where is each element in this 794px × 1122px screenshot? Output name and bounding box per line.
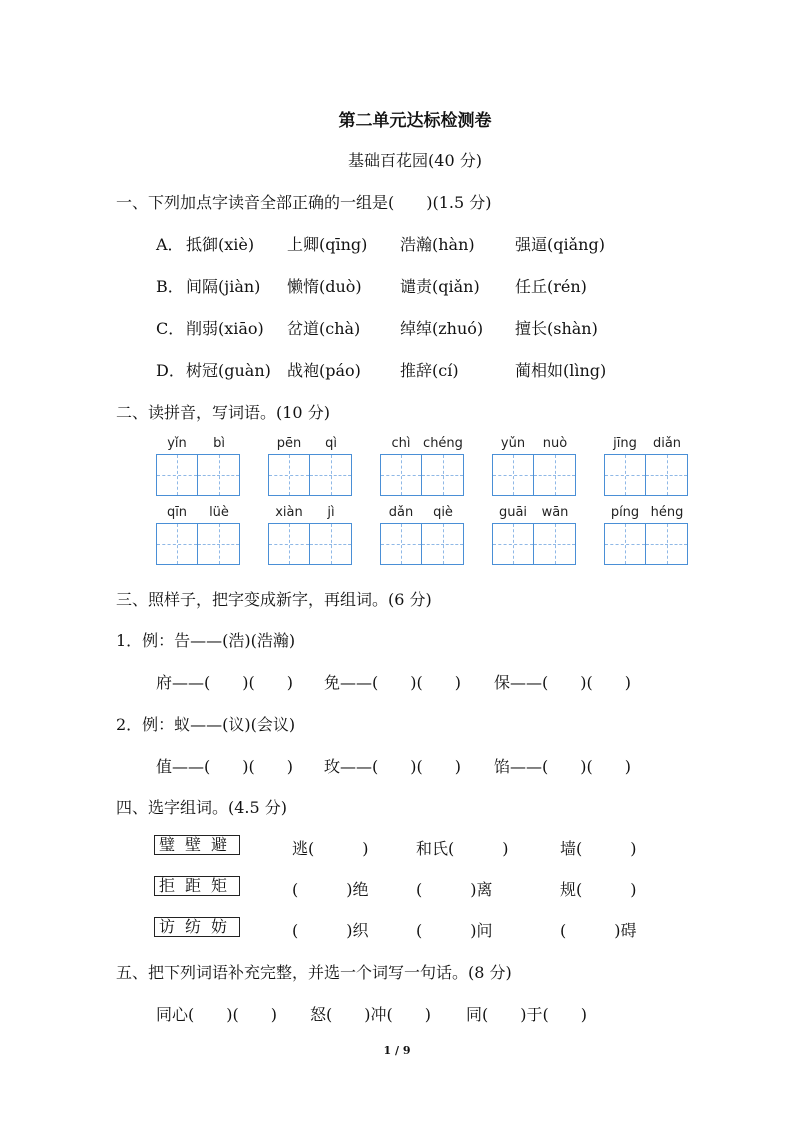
tianzi-box[interactable] bbox=[268, 523, 310, 565]
tianzi-box[interactable] bbox=[604, 454, 646, 496]
option-b-item: 谴责(qiǎn) bbox=[400, 277, 480, 296]
pinyin-label: lüè bbox=[209, 505, 229, 520]
pinyin-label: jīng bbox=[613, 436, 637, 451]
option-d-label: D． bbox=[156, 361, 185, 380]
option-c-item: 擅长(shàn) bbox=[515, 319, 598, 338]
option-b-item: 懒惰(duò) bbox=[287, 277, 362, 296]
question-2-stem: 二、读拼音，写词语。(10 分) bbox=[116, 403, 330, 422]
option-d-item: 战袍(páo) bbox=[287, 361, 361, 380]
tianzi-box[interactable] bbox=[492, 523, 534, 565]
fill-item[interactable]: 保——( )( ) bbox=[494, 673, 631, 692]
fill-item[interactable]: 和氏( ) bbox=[416, 839, 509, 858]
pinyin-label: qiè bbox=[433, 505, 453, 520]
option-c-item: 削弱(xiāo) bbox=[186, 319, 264, 338]
pinyin-label: nuò bbox=[542, 436, 568, 451]
pinyin-label: xiàn bbox=[275, 505, 303, 520]
fill-item[interactable]: 同( )于( ) bbox=[466, 1005, 587, 1024]
pinyin-label: héng bbox=[650, 505, 684, 520]
option-d-item: 推辞(cí) bbox=[400, 361, 459, 380]
tianzi-box[interactable] bbox=[492, 454, 534, 496]
example-2: 2．例：蚁——(议)(会议) bbox=[116, 715, 296, 734]
option-a-item: 浩瀚(hàn) bbox=[400, 235, 475, 254]
pinyin-label: guāi bbox=[498, 505, 528, 520]
tianzi-box[interactable] bbox=[604, 523, 646, 565]
pinyin-label: qì bbox=[325, 436, 337, 451]
pinyin-label: pēn bbox=[276, 436, 302, 451]
tianzi-box[interactable] bbox=[156, 523, 198, 565]
character-choice-box: 访纺妨 bbox=[154, 917, 240, 937]
fill-item[interactable]: ( )问 bbox=[416, 921, 493, 940]
tianzi-box[interactable] bbox=[380, 454, 422, 496]
question-3-stem: 三、照样子，把字变成新字，再组词。(6 分) bbox=[116, 590, 432, 609]
fill-item[interactable]: 馅——( )( ) bbox=[494, 757, 631, 776]
pinyin-label: diǎn bbox=[652, 436, 682, 451]
tianzi-box[interactable] bbox=[198, 523, 240, 565]
fill-item[interactable]: 逃( ) bbox=[292, 839, 369, 858]
option-c-item: 岔道(chà) bbox=[287, 319, 361, 338]
pinyin-label: wān bbox=[541, 505, 569, 520]
fill-item[interactable]: 同心( )( ) bbox=[156, 1005, 277, 1024]
pinyin-label: chì bbox=[391, 436, 411, 451]
character-choice-box: 拒距矩 bbox=[154, 876, 240, 896]
tianzi-box[interactable] bbox=[380, 523, 422, 565]
option-b-label: B． bbox=[156, 277, 184, 296]
pinyin-label: bì bbox=[213, 436, 225, 451]
example-1: 1．例：告——(浩)(浩瀚) bbox=[116, 631, 296, 650]
tianzi-box[interactable] bbox=[310, 523, 352, 565]
tianzi-box[interactable] bbox=[646, 523, 688, 565]
tianzi-box[interactable] bbox=[422, 454, 464, 496]
pinyin-label: chéng bbox=[423, 436, 463, 451]
fill-item[interactable]: 怒( )冲( ) bbox=[310, 1005, 431, 1024]
option-c-label: C． bbox=[156, 319, 185, 338]
pinyin-label: yǔn bbox=[500, 436, 526, 451]
tianzi-box[interactable] bbox=[422, 523, 464, 565]
question-5-stem: 五、把下列词语补充完整，并选一个词写一句话。(8 分) bbox=[116, 963, 512, 982]
fill-item[interactable]: 墙( ) bbox=[560, 839, 637, 858]
fill-item[interactable]: ( )织 bbox=[292, 921, 369, 940]
tianzi-box[interactable] bbox=[534, 454, 576, 496]
fill-item[interactable]: ( )离 bbox=[416, 880, 493, 899]
option-b-item: 任丘(rén) bbox=[515, 277, 587, 296]
option-d-item: 树冠(guàn) bbox=[186, 361, 271, 380]
fill-item[interactable]: ( )碍 bbox=[560, 921, 637, 940]
page-title: 第二单元达标检测卷 bbox=[338, 111, 492, 131]
character-choice-box: 璧壁避 bbox=[154, 835, 240, 855]
pinyin-label: qīn bbox=[166, 505, 188, 520]
tianzi-box[interactable] bbox=[310, 454, 352, 496]
option-c-item: 绰绰(zhuó) bbox=[400, 319, 484, 338]
fill-item[interactable]: 玫——( )( ) bbox=[324, 757, 461, 776]
tianzi-box[interactable] bbox=[646, 454, 688, 496]
fill-item[interactable]: 规( ) bbox=[560, 880, 637, 899]
question-4-stem: 四、选字组词。(4.5 分) bbox=[116, 798, 288, 817]
fill-item[interactable]: 值——( )( ) bbox=[156, 757, 293, 776]
fill-item[interactable]: ( )绝 bbox=[292, 880, 369, 899]
pinyin-label: píng bbox=[610, 505, 640, 520]
tianzi-box[interactable] bbox=[534, 523, 576, 565]
option-a-item: 上卿(qīng) bbox=[287, 235, 368, 254]
tianzi-box[interactable] bbox=[156, 454, 198, 496]
fill-item[interactable]: 免——( )( ) bbox=[324, 673, 461, 692]
option-a-label: A． bbox=[156, 235, 184, 254]
option-d-item: 蔺相如(lìng) bbox=[515, 361, 607, 380]
question-1-stem: 一、下列加点字读音全部正确的一组是( )(1.5 分) bbox=[116, 193, 492, 212]
tianzi-box[interactable] bbox=[198, 454, 240, 496]
pinyin-label: dǎn bbox=[388, 505, 414, 520]
pinyin-label: yǐn bbox=[167, 436, 187, 451]
option-a-item: 强逼(qiǎng) bbox=[515, 235, 605, 254]
page-number: 1 / 9 bbox=[383, 1044, 411, 1057]
option-b-item: 间隔(jiàn) bbox=[186, 277, 261, 296]
pinyin-label: jì bbox=[327, 505, 335, 520]
fill-item[interactable]: 府——( )( ) bbox=[156, 673, 293, 692]
section-subtitle: 基础百花园(40 分) bbox=[348, 151, 482, 170]
tianzi-box[interactable] bbox=[268, 454, 310, 496]
option-a-item: 抵御(xiè) bbox=[186, 235, 255, 254]
